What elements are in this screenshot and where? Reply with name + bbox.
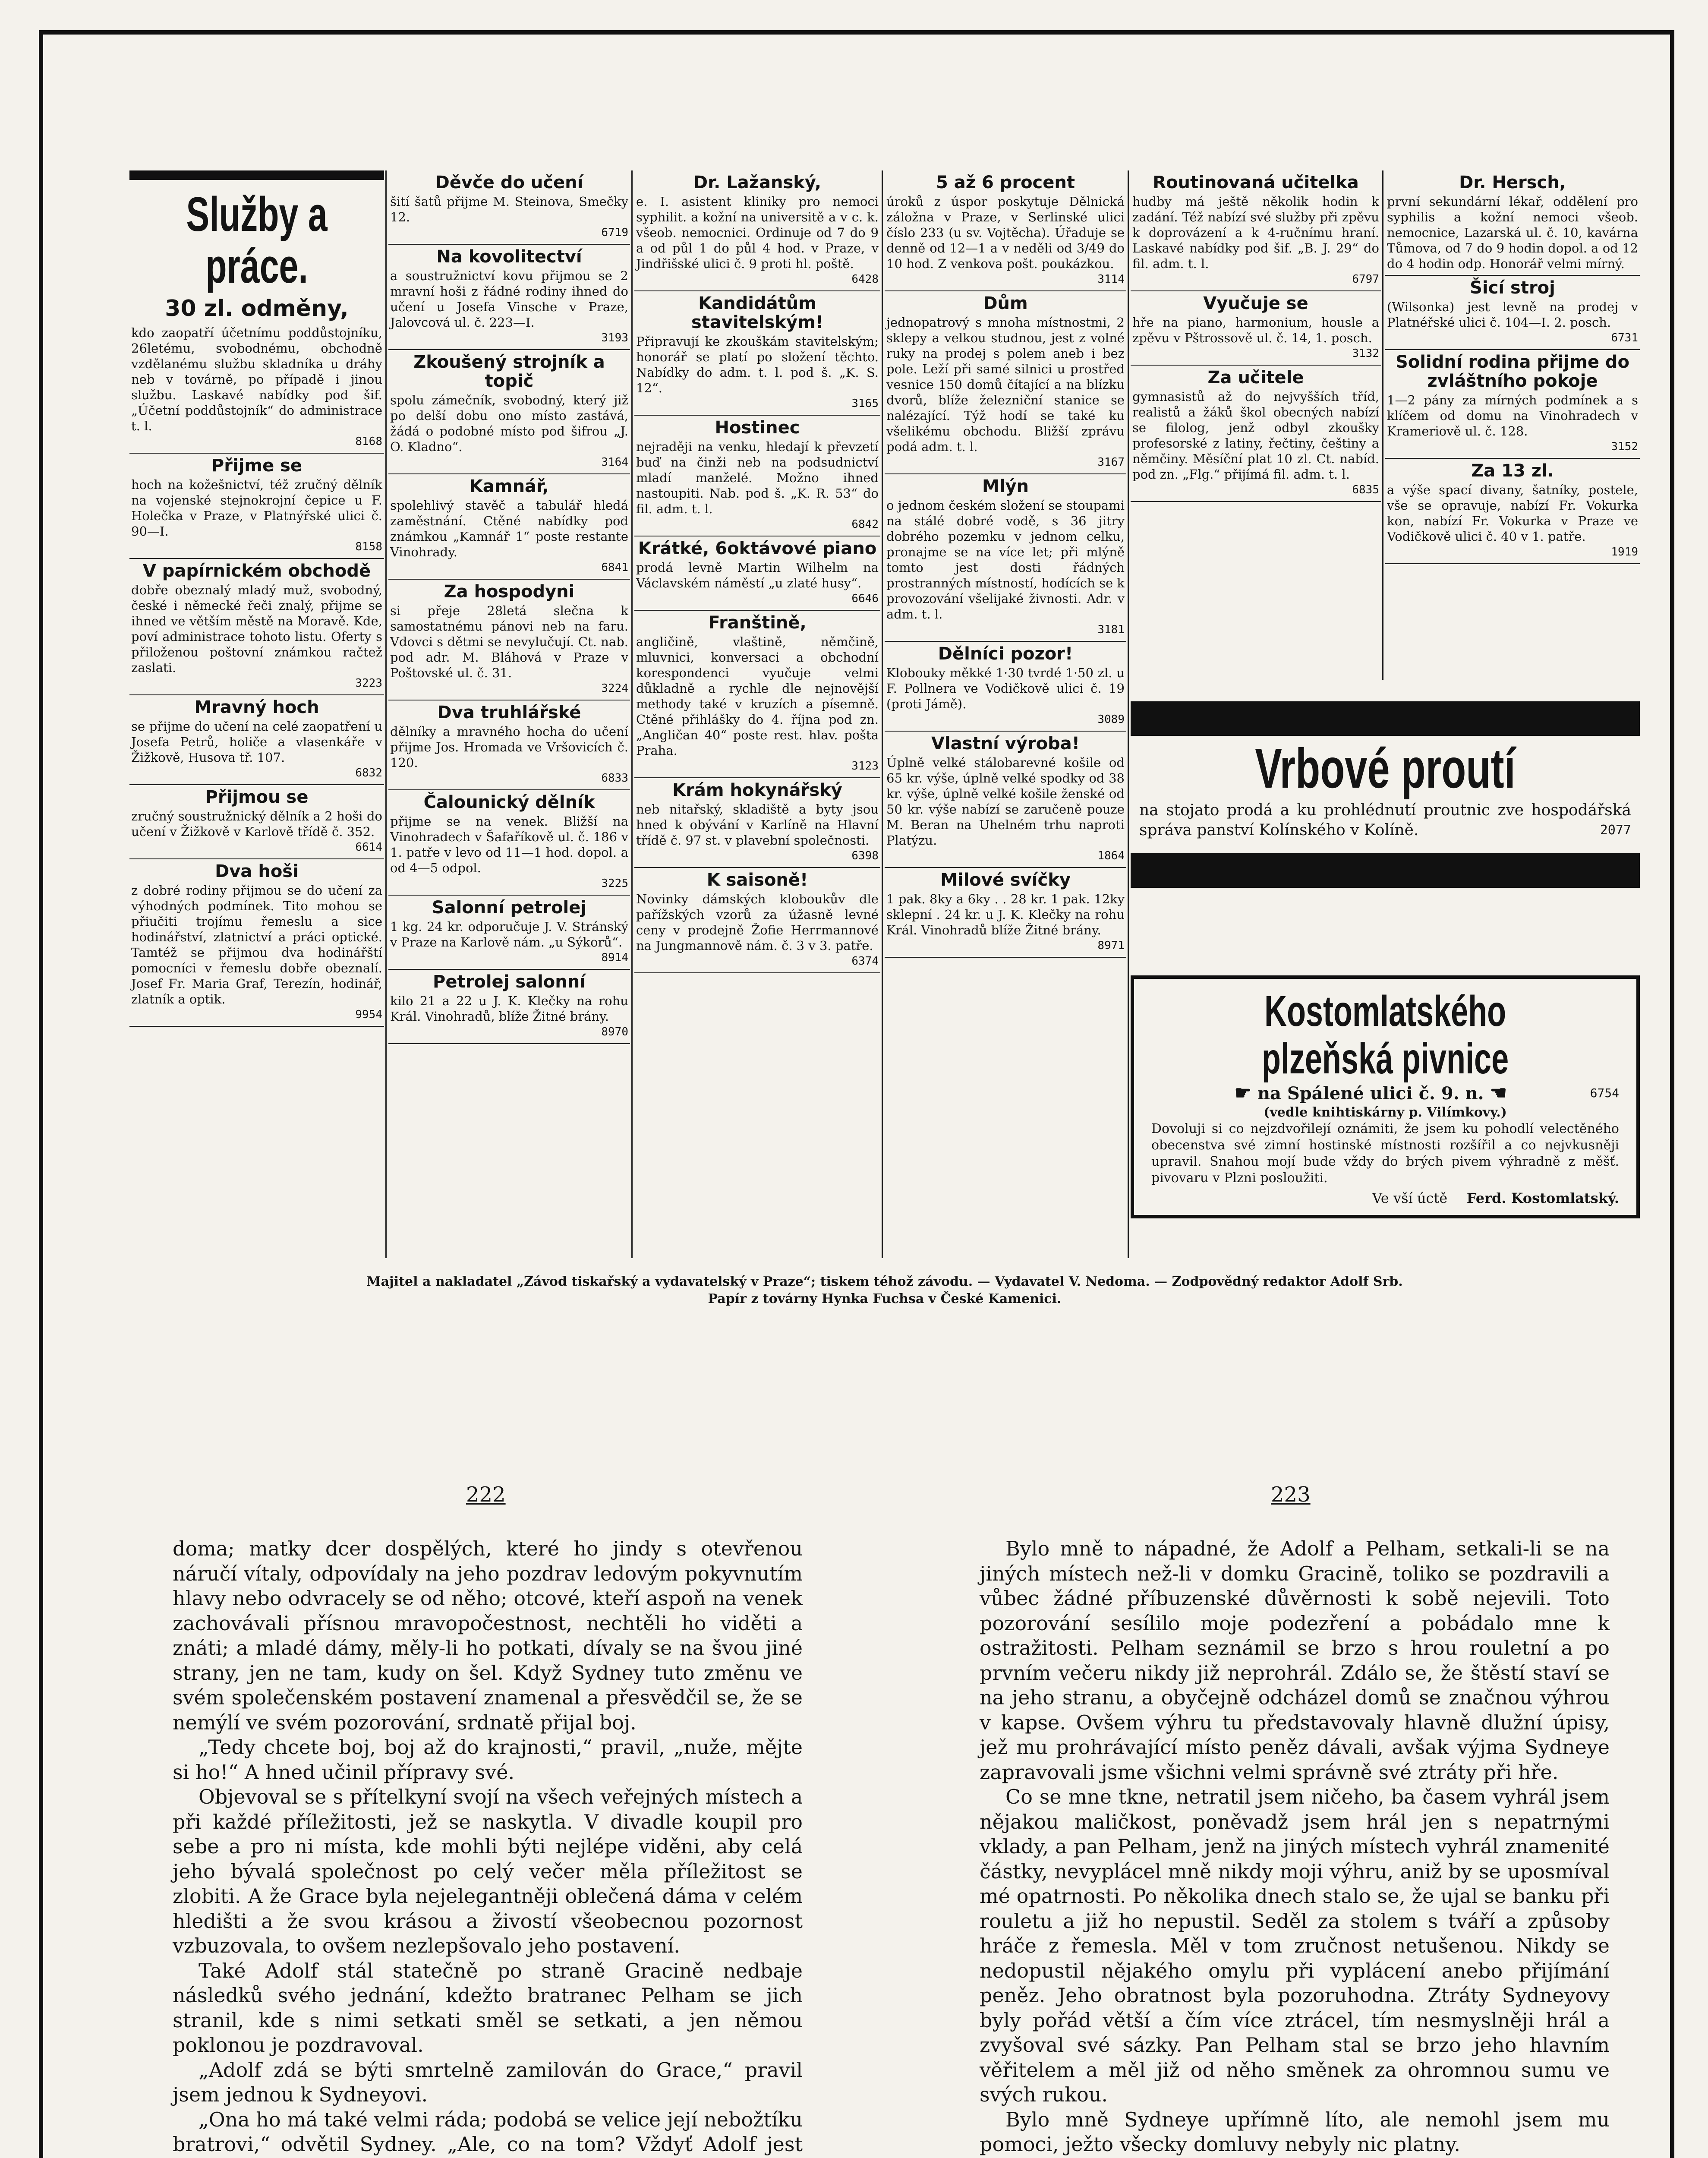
ad-code: 3164 (601, 456, 628, 469)
ad-title: Vyučuje se (1203, 293, 1308, 313)
page-number-left: 222 (466, 1483, 506, 1507)
ad-title: Kamnář, (469, 476, 549, 496)
ad-code: 2077 (1600, 823, 1631, 838)
ad-column-3 (634, 170, 880, 1258)
ad-code: 3152 (1611, 440, 1638, 453)
section-subtitle: 30 zl. odměny, (165, 296, 349, 322)
column-rule (882, 170, 883, 1258)
ad-code: 8914 (601, 951, 628, 964)
ad-code: 9954 (355, 1008, 382, 1021)
ad-title: Dům (983, 293, 1028, 313)
vrbove-text (1131, 801, 1640, 840)
ad-title: Mlýn (982, 476, 1029, 496)
classified-ad (1131, 366, 1381, 502)
ad-text: o jednom českém složení se stoupami na stálé dobré vodě, s 36 jitry dobrého pozemku v jednom celku, pronajme se na více let; při mlýně tomto jest dosti řádných prostranných místností, hodících se k provozování všelijaké živnosti. Adr. v adm. t. l. (886, 498, 1125, 622)
column-rule (385, 170, 387, 1258)
footer-line: Majitel a nakladatel „Závod tiskařský a vydavatelský v Praze“; tiskem téhož závodu. — Vydavatel V. Nedoma. — Zodpovědný redaktor Adolf Srb. (366, 1274, 1403, 1289)
ad-title: Vlastní výroba! (931, 734, 1080, 754)
classified-ad (388, 170, 630, 245)
ad-code: 6731 (1611, 331, 1638, 344)
ad-code: 6835 (1352, 483, 1379, 496)
kostomlatsky-signature-line (1151, 1190, 1619, 1206)
ad-text: e. I. asistent kliniky pro nemoci syphilit. a kožní na universitě a v c. k. všeob. nemocnici. Ordinuje od 7 do 9 a od půl 1 do půl 4 hod. v Praze, v Jindřišské ulici č. 9 proti hl. poště. (636, 194, 879, 271)
ad-code: 6797 (1352, 273, 1379, 286)
classified-ad (388, 245, 630, 350)
ad-title: Čalounický dělník (423, 792, 595, 812)
ad-text: (Wilsonka) jest levně na prodej v Platnéřské ulici č. 104—I. 2. posch. (1387, 300, 1638, 330)
kostomlatsky-signature: Ferd. Kostomlatský. (1466, 1190, 1619, 1206)
ad-text: zručný soustružnický dělník a 2 hoši do učení v Žižkově v Karlově třídě č. 352. (131, 809, 382, 839)
classified-ad (129, 695, 384, 785)
classified-ad (1385, 459, 1640, 564)
ad-text: 1—2 pány za mírných podmínek a s klíčem od domu na Vinohradech v Krameriově ul. č. 128. (1387, 393, 1638, 439)
ad-title: Dva hoši (215, 861, 299, 881)
classified-ad (388, 474, 630, 580)
ad-title: K saisoně! (706, 870, 808, 890)
ad-title: Zkoušený strojník a topič (413, 352, 605, 391)
ad-title: Dělníci pozor! (938, 644, 1073, 664)
ad-text: a soustružnictví kovu přijmou se 2 mravní hoši z řádné rodiny ihned do učení u Josefa Vinsche v Praze, Jalovcová ul. č. 223—I. (390, 268, 628, 330)
ad-text: neb nitařský, skladiště a byty jsou hned k obývání v Karlíně na Hlavní třídě č. 97 st. v plavební společnosti. (636, 802, 879, 848)
classified-ad (1385, 170, 1640, 276)
ad-title: Hostinec (715, 418, 800, 438)
ad-title: Salonní petrolej (432, 898, 587, 918)
ad-title: Mravný hoch (194, 697, 319, 717)
kostomlatsky-ad (1131, 975, 1640, 1218)
ad-code: 3225 (601, 877, 628, 890)
book-paragraph: Také Adolf stál statečně po straně Gracině nedbaje následků svého jednání, kdežto bratranec Pelham se jich stranil, kde s nimi setkati směl se setkati, a jen němou poklonou je pozdravoval. (173, 1959, 803, 2057)
classified-ad (634, 868, 880, 973)
ad-title: Franštině, (708, 613, 807, 633)
book-paragraph: Bylo mně to nápadné, že Adolf a Pelham, setkali-li se na jiných místech než-li v domku Gracině, toliko se pozdravili a vůbec žádné příbuzenské důvěrnosti k sobě nejevili. Toto pozorování sesílilo moje podezření a pobádalo mne k ostražitosti. Pelham seznámil se brzo s hrou rouletní a po prvním večeru nikdy již neprohrál. Zdálo se, že štěstí staví se na jeho stranu, a obyčejně odcházel domů se značnou výhrou v kapse. Ovšem výhru tu představovaly hlavně dlužní úpisy, jež mu prohrávající místo peněz dávali, avšak výjma Sydneye zapravovali jsme všichni velmi správně své ztráty při hře. (980, 1537, 1610, 1784)
ad-title: Solidní rodina přijme do zvláštního pokoje (1395, 352, 1630, 391)
ad-column-1 (129, 170, 384, 1258)
ad-title: Dr. Lažanský, (693, 173, 822, 192)
classified-ad (1131, 291, 1381, 366)
kostomlatsky-title: Kostomlatského plzeňská pivnice (1261, 987, 1509, 1083)
ad-text: hře na piano, harmonium, housle a zpěvu v Pštrossově ul. č. 14, 1. posch. (1132, 315, 1379, 345)
kostomlatsky-frame (1131, 975, 1640, 1218)
ad-text: jednopatrový s mnoha místnostmi, 2 sklepy a velkou studnou, jest z volné ruky na prodej s polem aneb i bez pole. Leží při samé silnici u prostřed vesnice 150 domů čítající a na blízku dvorů, blíže železniční stanice se nalézající. Týž hodí se také ku všelikému obchodu. Bližší zprávu podá adm. t. l. (886, 315, 1125, 454)
ad-text: Klobouky měkké 1·30 tvrdé 1·50 zl. u F. Pollnera ve Vodičkově ulici č. 19 (proti Jámě). (886, 666, 1125, 711)
classified-ad (885, 642, 1126, 732)
classified-ad (129, 859, 384, 1027)
ad-code: 1864 (1097, 849, 1125, 862)
ad-code: 6842 (851, 518, 879, 531)
ad-code: 6719 (601, 226, 628, 239)
ad-title: Routinovaná učitelka (1153, 173, 1359, 192)
ad-title: Děvče do učení (435, 173, 583, 192)
ad-text: kilo 21 a 22 u J. K. Klečky na rohu Král. Vinohradů, blíže Žitné brány. (390, 994, 628, 1024)
ad-title: Krátké, 6oktávové piano (638, 539, 877, 558)
ad-title: Petrolej salonní (433, 972, 586, 992)
ad-code: 3132 (1352, 347, 1379, 360)
ad-title: V papírnickém obchodě (142, 561, 371, 581)
ad-code: 3167 (1097, 456, 1125, 469)
ad-code: 6832 (355, 767, 382, 779)
classified-ad (885, 170, 1126, 291)
section-header (129, 170, 384, 322)
classified-ad (885, 291, 1126, 474)
classified-ad (885, 868, 1126, 958)
ad-code: 3181 (1097, 623, 1125, 636)
pointing-hand-icon: ☚ (1490, 1082, 1507, 1104)
book-paragraph: Bylo mně Sydneye upřímně líto, ale nemohl jsem mu pomoci, ježto všecky domluvy nebyly nic platny. (980, 2108, 1610, 2156)
ad-text: a výše spací divany, šatníky, postele, vše se opravuje, nabízí Fr. Vokurka kon, nabízí Fr. Vokurka v Praze ve Vodičkově ulici č. 40 v 1. patře. (1387, 483, 1638, 544)
ad-code: 1919 (1611, 546, 1638, 558)
classified-ad (634, 536, 880, 611)
ad-code: 8168 (355, 435, 382, 448)
classified-ad (1385, 276, 1640, 350)
pointing-hand-icon: ☛ (1234, 1082, 1252, 1104)
ad-text: přijme se na venek. Bližší na Vinohradech v Šafaříkově ul. č. 186 v 1. patře v levo od 11—1 hod. dopol. a od 4—5 odpol. (390, 814, 628, 875)
ad-title: Krám hokynářský (672, 780, 842, 800)
ad-title: Přijme se (211, 456, 303, 476)
ad-code: 6754 (1590, 1086, 1619, 1100)
black-bar (1131, 853, 1640, 888)
newspaper-footer (129, 1273, 1640, 1308)
ad-title: Dr. Hersch, (1459, 173, 1566, 192)
classified-ad (388, 350, 630, 474)
ad-code: 3089 (1097, 713, 1125, 726)
classified-ad (634, 611, 880, 778)
ad-text: úroků z úspor poskytuje Dělnická záložna v Praze, v Serlinské ulici číslo 233 (u sv. Vojtěcha). Úřaduje se denně od 12—1 a v neděli od 3/49 do 10 hod. Z venkova pošt. poukázkou. (886, 194, 1125, 271)
ad-text: Novinky dámských kloboukův dle pařížských vzorů za úžasně levné ceny v prodejně Žofie Herrmannové na Jungmannově nám. č. 3 v 3. patře. (636, 892, 879, 953)
ad-text: první sekundární lékař, oddělení pro syphilis a kožní nemoci všeob. nemocnice, Lazarská ul. č. 10, kavárna Tůmova, od 7 do 9 hodin dopol. a od 12 do 4 hodin odp. Honorář velmi mírný. (1387, 194, 1638, 271)
ad-text: spolehlivý stavěč a tabulář hledá zaměstnání. Ctěné nabídky pod známkou „Kamnář 1“ poste restante Vinohrady. (390, 498, 628, 559)
ad-text: 1 kg. 24 kr. odporučuje J. V. Stránský v Praze na Karlově nám. „u Sýkorů“. (390, 919, 628, 950)
ad-code: 3165 (851, 397, 879, 410)
kostomlatsky-text: Dovoluji si co nejzdvořilejí oznámiti, že jsem ku pohodlí velectěného obecenstva své zimní hostinské místnosti rozšířil a co nejvkusněji upravil. Snahou mojí bude vždy do brých pivem výhradně z měšť. pivovaru v Plzni posloužiti. (1151, 1121, 1619, 1186)
ad-column-4 (885, 170, 1126, 1258)
classified-ad (129, 322, 384, 454)
ad-code: 3123 (851, 760, 879, 773)
classified-ad (388, 970, 630, 1044)
ad-text: prodá levně Martin Wilhelm na Václavském náměstí „u zlaté husy“. (636, 560, 879, 590)
ad-text: Úplně velké stálobarevné košile od 65 kr. výše, úplně velké spodky od 38 kr. výše, úplně velké košile ženské od 50 kr. výše nabízí se zaručeně pouze M. Beran na Uhelném trhu naproti Platýzu. (886, 755, 1125, 848)
book-page-left (173, 1536, 803, 2158)
ad-column-2 (388, 170, 630, 1258)
classified-ad (388, 790, 630, 896)
ad-title: Na kovolitectví (436, 247, 582, 267)
classified-ad (388, 896, 630, 970)
ad-code: 8970 (601, 1025, 628, 1038)
book-paragraph: „Adolf zdá se býti smrtelně zamilován do Grace,“ pravil jsem jednou k Sydneyovi. (173, 2058, 803, 2106)
ad-code: 6646 (851, 592, 879, 605)
page-number-right: 223 (1271, 1483, 1311, 1507)
ad-title: Šicí stroj (1470, 278, 1555, 298)
ad-title: 5 až 6 procent (936, 173, 1075, 192)
ad-title: Dva truhlářské (437, 703, 581, 722)
vrbove-title: Vrbové proutí (1255, 737, 1516, 800)
classified-ad (388, 580, 630, 700)
classified-ad (634, 416, 880, 536)
classified-ad (388, 700, 630, 790)
ad-title: Milové svíčky (940, 870, 1071, 890)
ad-text: dělníky a mravného hocha do učení přijme Jos. Hromada ve Vršovicích č. 120. (390, 724, 628, 770)
ad-text: gymnasistů až do nejvyšších tříd, realistů a žáků škol obecných nabízí se filolog, jenž odbyl zkoušky profesorské z latiny, řečtiny, češtiny a němčiny. Měsíční plat 10 zl. Ct. nabíd. pod zn. „Flg.“ přijímá fil. adm. t. l. (1132, 389, 1379, 482)
book-paragraph: „Tedy chcete boj, boj až do krajnosti,“ pravil, „nuže, mějte si ho!“ A hned učinil přípravy své. (173, 1735, 803, 1784)
classified-ad (634, 291, 880, 416)
ad-title: Přijmou se (205, 787, 309, 807)
ad-text: šití šatů přijme M. Steinova, Smečky 12. (390, 194, 628, 224)
ad-code: 8971 (1097, 939, 1125, 952)
ad-code: 6374 (851, 955, 879, 968)
column-rule (1128, 170, 1129, 1258)
ad-code: 6841 (601, 561, 628, 574)
ad-code: 8158 (355, 540, 382, 553)
vrbove-ad (1131, 701, 1640, 888)
vrbove-body: na stojato prodá a ku prohlédnutí proutnic zve hospodářská správa panství Kolínského v Kolíně. (1139, 801, 1631, 839)
book-page-right (980, 1536, 1610, 2157)
ad-column-6 (1385, 170, 1640, 680)
ad-text: angličině, vlaštině, němčině, mluvnici, konversaci a obchodní korespondenci vyučuje velmi důkladně a rychle dle nejnovější methody také v kruzích a písemně. Ctěné přihlášky do 4. října pod zn. „Angličan 40“ poste rest. hlav. pošta Praha. (636, 634, 879, 758)
column-rule (631, 170, 633, 1258)
footer-line: Papír z továrny Hynka Fuchsa v České Kamenici. (708, 1291, 1062, 1306)
ad-code: 3223 (355, 677, 382, 690)
ad-text: hudby má ještě několik hodin k zadání. Též nabízí své služby při zpěvu k doprovázení a k 4-ručnímu hraní. Laskavé nabídky pod šif. „B. J. 29“ do fil. adm. t. l. (1132, 194, 1379, 271)
ad-column-5 (1131, 170, 1381, 680)
ad-title: Za učitele (1207, 368, 1304, 388)
book-paragraph: Co se mne tkne, netratil jsem ničeho, ba časem vyhrál jsem nějakou maličkost, poněvadž jsem hrál jen s nepatrnými vklady, a pan Pelham, jenž na jiných místech vyhrál znamenité částky, nevyplácel mně nikdy moji výhru, aniž by se uposmíval mé opatrnosti. Po několika dnech stalo se, že ujal se banku při rouletu a již ho nepustil. Seděl za stolem s tváří a způsoby hráče z řemesla. Měl v tom zručnost netušenou. Nikdy se nedopustil nějakého omylu při vyplácení anebo přijímání peněz. Jeho obratnost byla pozoruhodna. Ztráty Sydneyovy byly pořád větší a čím více ztrácel, tím nesmyslněji hrál a zvyšoval své sázky. Pan Pelham stal se brzo jeho hlavním věřitelem a měl již od něho směnek za ohromnou sumu ve svých rukou. (980, 1785, 1610, 2106)
ad-code: 3193 (601, 331, 628, 344)
section-title: Služby a práce. (186, 187, 328, 293)
classified-ad (1131, 170, 1381, 291)
ad-text: dobře obeznalý mladý muž, svobodný, české i německé řeči znalý, přijme se ihned ve větším městě na Moravě. Kde, poví administrace tohoto listu. Oferty s přiloženou poštovní známkou račtež zaslati. (131, 583, 382, 675)
column-rule (1382, 170, 1383, 680)
ad-text: se přijme do učení na celé zaopatření u Josefa Petrů, holiče a vlasenkáře v Žižkově, Husova tř. 107. (131, 719, 382, 765)
book-paragraph: Objevoval se s přítelkyní svojí na všech veřejných místech a při každé příležitosti, jež se naskytla. V divadle koupil pro sebe a pro ni místa, kde mohli býti nejlépe viděni, aby celá jeho bývalá společnost po celý večer měla příležitost se zlobiti. A že Grace byla nejelegantněji oblečená dáma v celém hledišti a že svou krásou a živostí všeobecnou pozornost vzbuzovala, to ovšem nezlepšovalo jeho postavení. (173, 1785, 803, 1957)
book-paragraph: doma; matky dcer dospělých, které ho jindy s otevřenou náručí vítaly, odpovídaly na jeho pozdrav ledovým pokyvnutím hlavy nebo odvracely se od něho; otcové, kteří aspoň na venek zachovávali přísnou mravopočestnost, nechtěli ho viděti a znáti; a mladé dámy, měly-li ho potkati, dívaly se na švou jiné strany, jen ne tam, kudy on šel. Když Sydney tuto změnu ve svém společenském postavení znamenal a přesvědčil se, že se nemýlí ve svém pozorování, srdnatě přijal boj. (173, 1537, 803, 1734)
ad-text: nejraději na venku, hledají k převzetí buď na činži neb na podsudnictví mladí manželé. Možno ihned nastoupiti. Nab. pod š. „K. R. 53“ do fil. adm. t. l. (636, 439, 879, 516)
classified-ad (129, 454, 384, 559)
classified-ad (885, 474, 1126, 642)
kostomlatsky-greeting: Ve vší úctě (1372, 1190, 1448, 1206)
kostomlatsky-sub: (vedle knihtiskárny p. Vilímkovy.) (1264, 1105, 1507, 1120)
ad-text: 1 pak. 8ky a 6ky . . 28 kr. 1 pak. 12ky sklepní . 24 kr. u J. K. Klečky na rohu Král. Vinohradů blíže Žitné brány. (886, 892, 1125, 937)
ad-code: 6398 (851, 849, 879, 862)
black-bar (1131, 701, 1640, 736)
ad-code: 6614 (355, 841, 382, 854)
classified-ad (885, 732, 1126, 868)
classified-ad (634, 778, 880, 868)
ad-title: Kandidátům stavitelským! (691, 293, 824, 332)
ad-code: 3114 (1097, 273, 1125, 286)
classified-ad (1385, 350, 1640, 459)
ad-code: 3224 (601, 682, 628, 695)
classified-ad (129, 785, 384, 859)
ad-title: Za hospodyni (444, 582, 575, 602)
ad-text: z dobré rodiny přijmou se do učení za výhodných podmínek. Tito mohou se přiučiti trojímu řemeslu a sice hodinářství, zlatnictví a práci optické. Tamtéž se přijmou dva hodinářští pomocníci v řemeslu dobře obeznalí. Josef Fr. Maria Graf, Terezín, hodinář, zlatník a optik. (131, 883, 382, 1006)
ad-title: Za 13 zl. (1471, 461, 1554, 481)
ad-text: spolu zámečník, svobodný, který již po delší dobu ono místo zastává, žádá o podobné místo pod šifrou „J. O. Kladno“. (390, 393, 628, 454)
ad-text: hoch na kožešnictví, též zručný dělník na vojenské stejnokrojní čepice u F. Holečka v Praze, v Platnýřské ulici č. 90—I. (131, 477, 382, 539)
kostomlatsky-location-line (1151, 1082, 1619, 1104)
classified-ad (634, 170, 880, 291)
book-paragraph: „Ona ho má také velmi ráda; podobá se velice její nebožtíku bratrovi,“ odvětil Sydney. „Ale, co na tom? Vždyť Adolf jest (173, 2108, 803, 2156)
ad-code: 6428 (851, 273, 879, 286)
ad-text: kdo zaopatří účetnímu poddůstojníku, 26letému, svobodnému, obchodně vzdělanému službu skladníka u dráhy neb v továrně, po případě i jinou službu. Laskavé nabídky pod šif. „Účetní poddůstojník“ do administrace t. l. (131, 325, 382, 433)
ad-text: Připravují ke zkouškám stavitelským; honorář se platí po složení těchto. Nabídky do adm. t. l. pod š. „K. S. 12“. (636, 334, 879, 395)
ad-code: 6833 (601, 772, 628, 785)
kostomlatsky-location: na Spálené ulici č. 9. n. (1257, 1083, 1484, 1104)
ad-text: si přeje 28letá slečna k samostatnému pánovi neb na faru. Vdovci s dětmi se nevylučují. Ct. nab. pod adr. M. Bláhová v Praze v Poštovské ul. č. 31. (390, 603, 628, 680)
classified-ad (129, 559, 384, 695)
